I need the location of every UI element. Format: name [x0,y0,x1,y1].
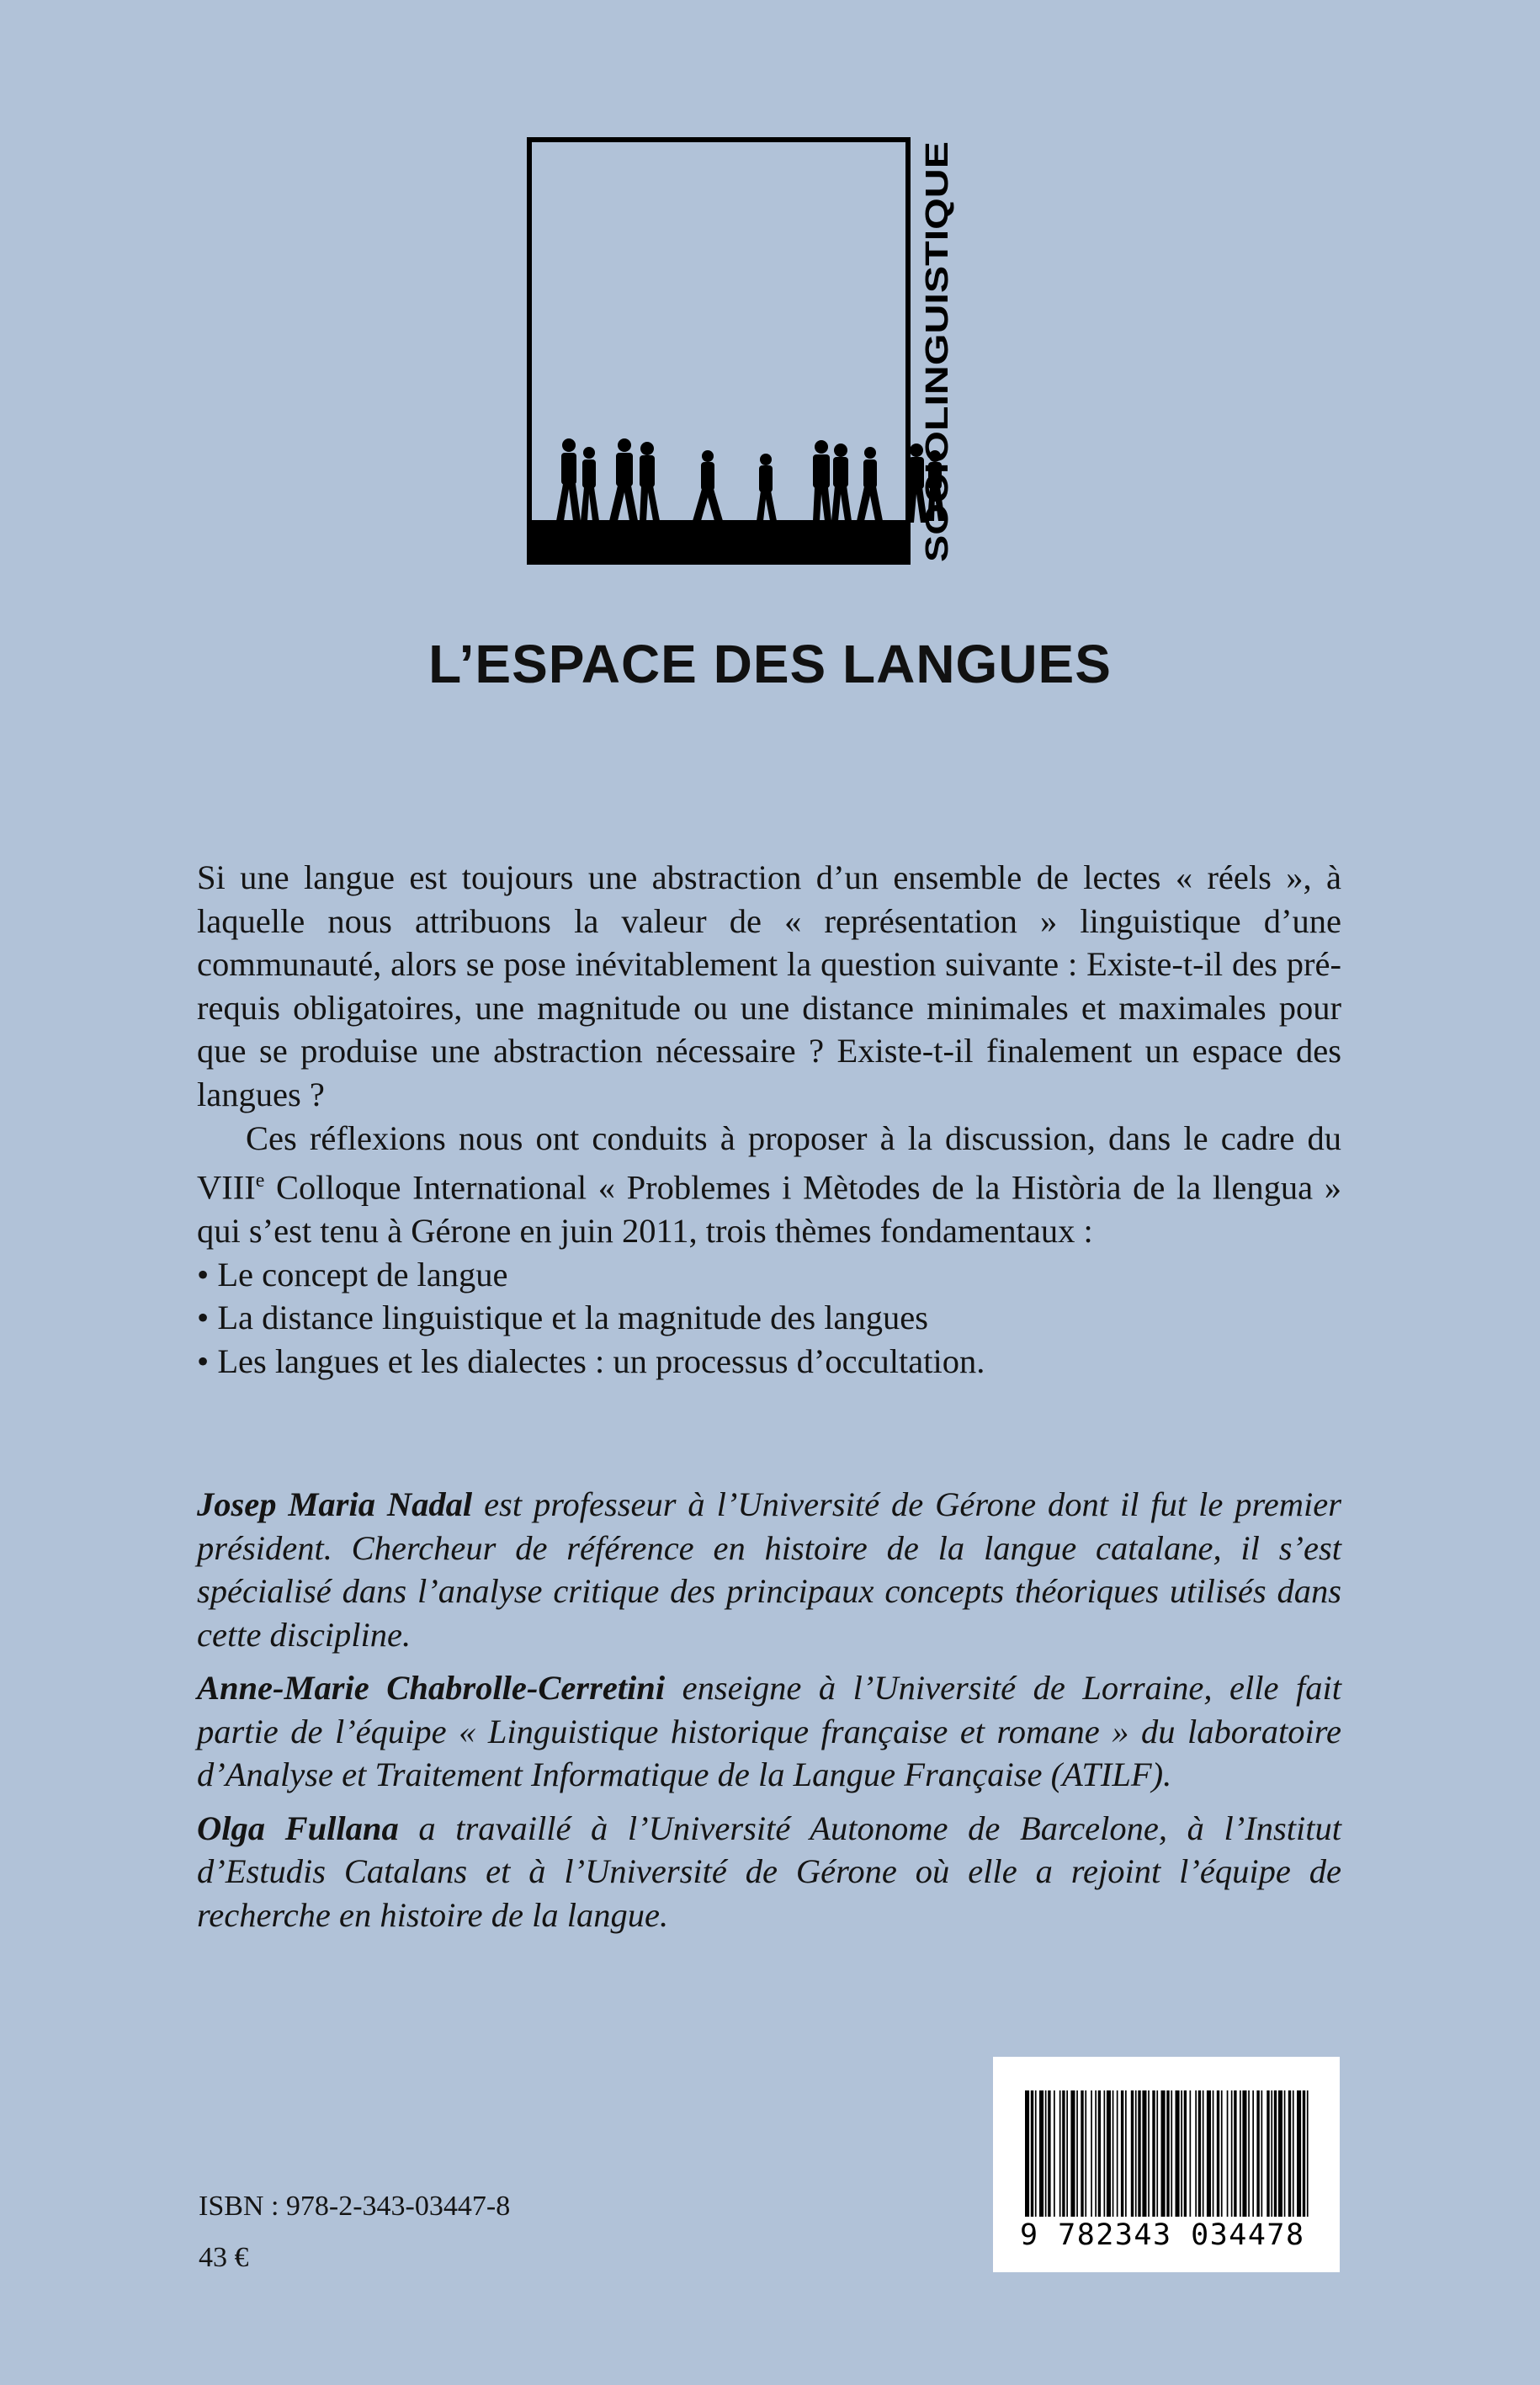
themes-list [197,1253,1341,1384]
barcode-bar [1076,2090,1078,2217]
barcode-bar [1107,2090,1111,2217]
barcode-bar [1142,2090,1146,2217]
barcode-bar [1148,2090,1150,2217]
back-cover-blurb [197,856,1341,1384]
barcode-bar [1240,2090,1241,2217]
barcode-bar [1138,2090,1140,2217]
barcode-bar [1221,2090,1223,2217]
barcode-bar [1293,2090,1294,2217]
blurb-paragraph: Si une langue est toujours une abstraction d’un ensemble de lectes « réels », à laquelle nous attribuons la valeur de « représentation » linguistique d’une communauté, alors se pose inévitablement la question suivante : Existe-t-il des pré-requis obligatoires, une magnitude ou une distance minimales et maximales pour que se produise une abstraction nécessaire ? Existe-t-il finalement un espace des langues ? [197,858,1341,1113]
barcode-bar [1171,2090,1172,2217]
book-title: L’ESPACE DES LANGUES [428,634,1112,694]
barcode [993,2057,1340,2272]
barcode-bar [1217,2090,1219,2217]
barcode-bar [1091,2090,1092,2217]
barcode-bar [1190,2090,1192,2217]
barcode-bars-icon [1025,2090,1311,2225]
list-item: • Les langues et les dialectes : un processus d’occultation. [197,1340,1341,1384]
barcode-bar [1135,2090,1137,2217]
barcode-bar [1288,2090,1291,2217]
barcode-bar [1039,2090,1043,2217]
barcode-bar [1031,2090,1033,2217]
walking-people-silhouettes-icon [556,438,945,523]
barcode-bar [1297,2090,1301,2217]
barcode-bar [1104,2090,1106,2217]
barcode-bar [1121,2090,1123,2217]
price-label: 43 € [199,2242,249,2273]
barcode-bar [1227,2090,1229,2217]
barcode-digits: 9 782343 034478 [1020,2218,1305,2252]
barcode-bar [1278,2090,1282,2217]
barcode-bar [1195,2090,1197,2217]
barcode-bar [1131,2090,1134,2217]
barcode-bar [1035,2090,1037,2217]
barcode-bar [1207,2090,1211,2217]
blurb-paragraph: Ces réflexions nous ont conduits à proposer à la discussion, dans le cadre du VIIIe Colloque International « Problemes i Mètodes de la Història de la llengua » qui s’est tenu à Gérone en juin 2011, trois thèmes fondamentaux : [197,1118,1341,1251]
isbn-label: ISBN : 978-2-343-03447-8 [199,2191,511,2222]
barcode-bar [1070,2090,1075,2217]
author-bio: Anne-Marie Chabrolle-Cerretini enseigne à l’Université de Lorraine, elle fait partie de l’équipe « Linguistique historique française et romane » du laboratoire d’Analyse et Traitement Informatique de la Langue Française (ATILF). [197,1669,1341,1793]
barcode-bar [1252,2090,1254,2217]
barcode-bar [1261,2090,1263,2217]
barcode-bar [1025,2090,1029,2217]
author-bio: Josep Maria Nadal est professeur à l’Université de Gérone dont il fut le premier président. Chercheur de référence en histoire de la langue catalane, il s’est spécialisé dans l’analyse critique des principaux concepts théoriques utilisés dans cette discipline. [197,1485,1341,1654]
barcode-bar [1184,2090,1187,2217]
barcode-bar [1242,2090,1246,2217]
barcode-bar [1203,2090,1204,2217]
barcode-bar [1062,2090,1065,2217]
barcode-bar [1098,2090,1101,2217]
barcode-bar [1234,2090,1236,2217]
barcode-bar [1271,2090,1272,2217]
author-bios [197,1483,1341,1947]
barcode-bar [1066,2090,1068,2217]
barcode-bar [1113,2090,1114,2217]
list-item: • Le concept de langue [197,1253,1341,1297]
barcode-bar [1045,2090,1047,2217]
barcode-bar [1267,2090,1269,2217]
barcode-bar [1059,2090,1061,2217]
barcode-bar [1166,2090,1169,2217]
barcode-bar [1117,2090,1118,2217]
barcode-bar [1181,2090,1182,2217]
barcode-bar [1156,2090,1158,2217]
barcode-bar [1161,2090,1166,2217]
author-name: Olga Fullana [197,1809,399,1847]
author-bio: Olga Fullana a travaillé à l’Université Autonome de Barcelone, à l’Institut d’Estudis Catalans et à l’Université de Gérone où elle a rejoint l’équipe de recherche en histoire de la langue. [197,1809,1341,1934]
barcode-bar [1176,2090,1180,2217]
barcode-bar [1284,2090,1286,2217]
barcode-bar [1307,2090,1309,2217]
barcode-bar [1081,2090,1083,2217]
barcode-bar [1054,2090,1055,2217]
barcode-bar [1125,2090,1127,2217]
series-label: SOCIOLINGUISTIQUE [920,231,955,562]
list-item: • La distance linguistique et la magnitude des langues [197,1296,1341,1340]
barcode-bar [1213,2090,1214,2217]
barcode-bar [1085,2090,1086,2217]
author-name: Anne-Marie Chabrolle-Cerretini [197,1669,666,1707]
series-logo [527,137,958,565]
barcode-bar [1274,2090,1277,2217]
barcode-bar [1095,2090,1097,2217]
barcode-bar [1303,2090,1305,2217]
barcode-bar [1048,2090,1050,2217]
barcode-bar [1231,2090,1233,2217]
author-name: Josep Maria Nadal [197,1485,473,1523]
barcode-bar [1256,2090,1259,2217]
barcode-bar [1198,2090,1201,2217]
barcode-bar [1248,2090,1250,2217]
barcode-bar [1152,2090,1155,2217]
